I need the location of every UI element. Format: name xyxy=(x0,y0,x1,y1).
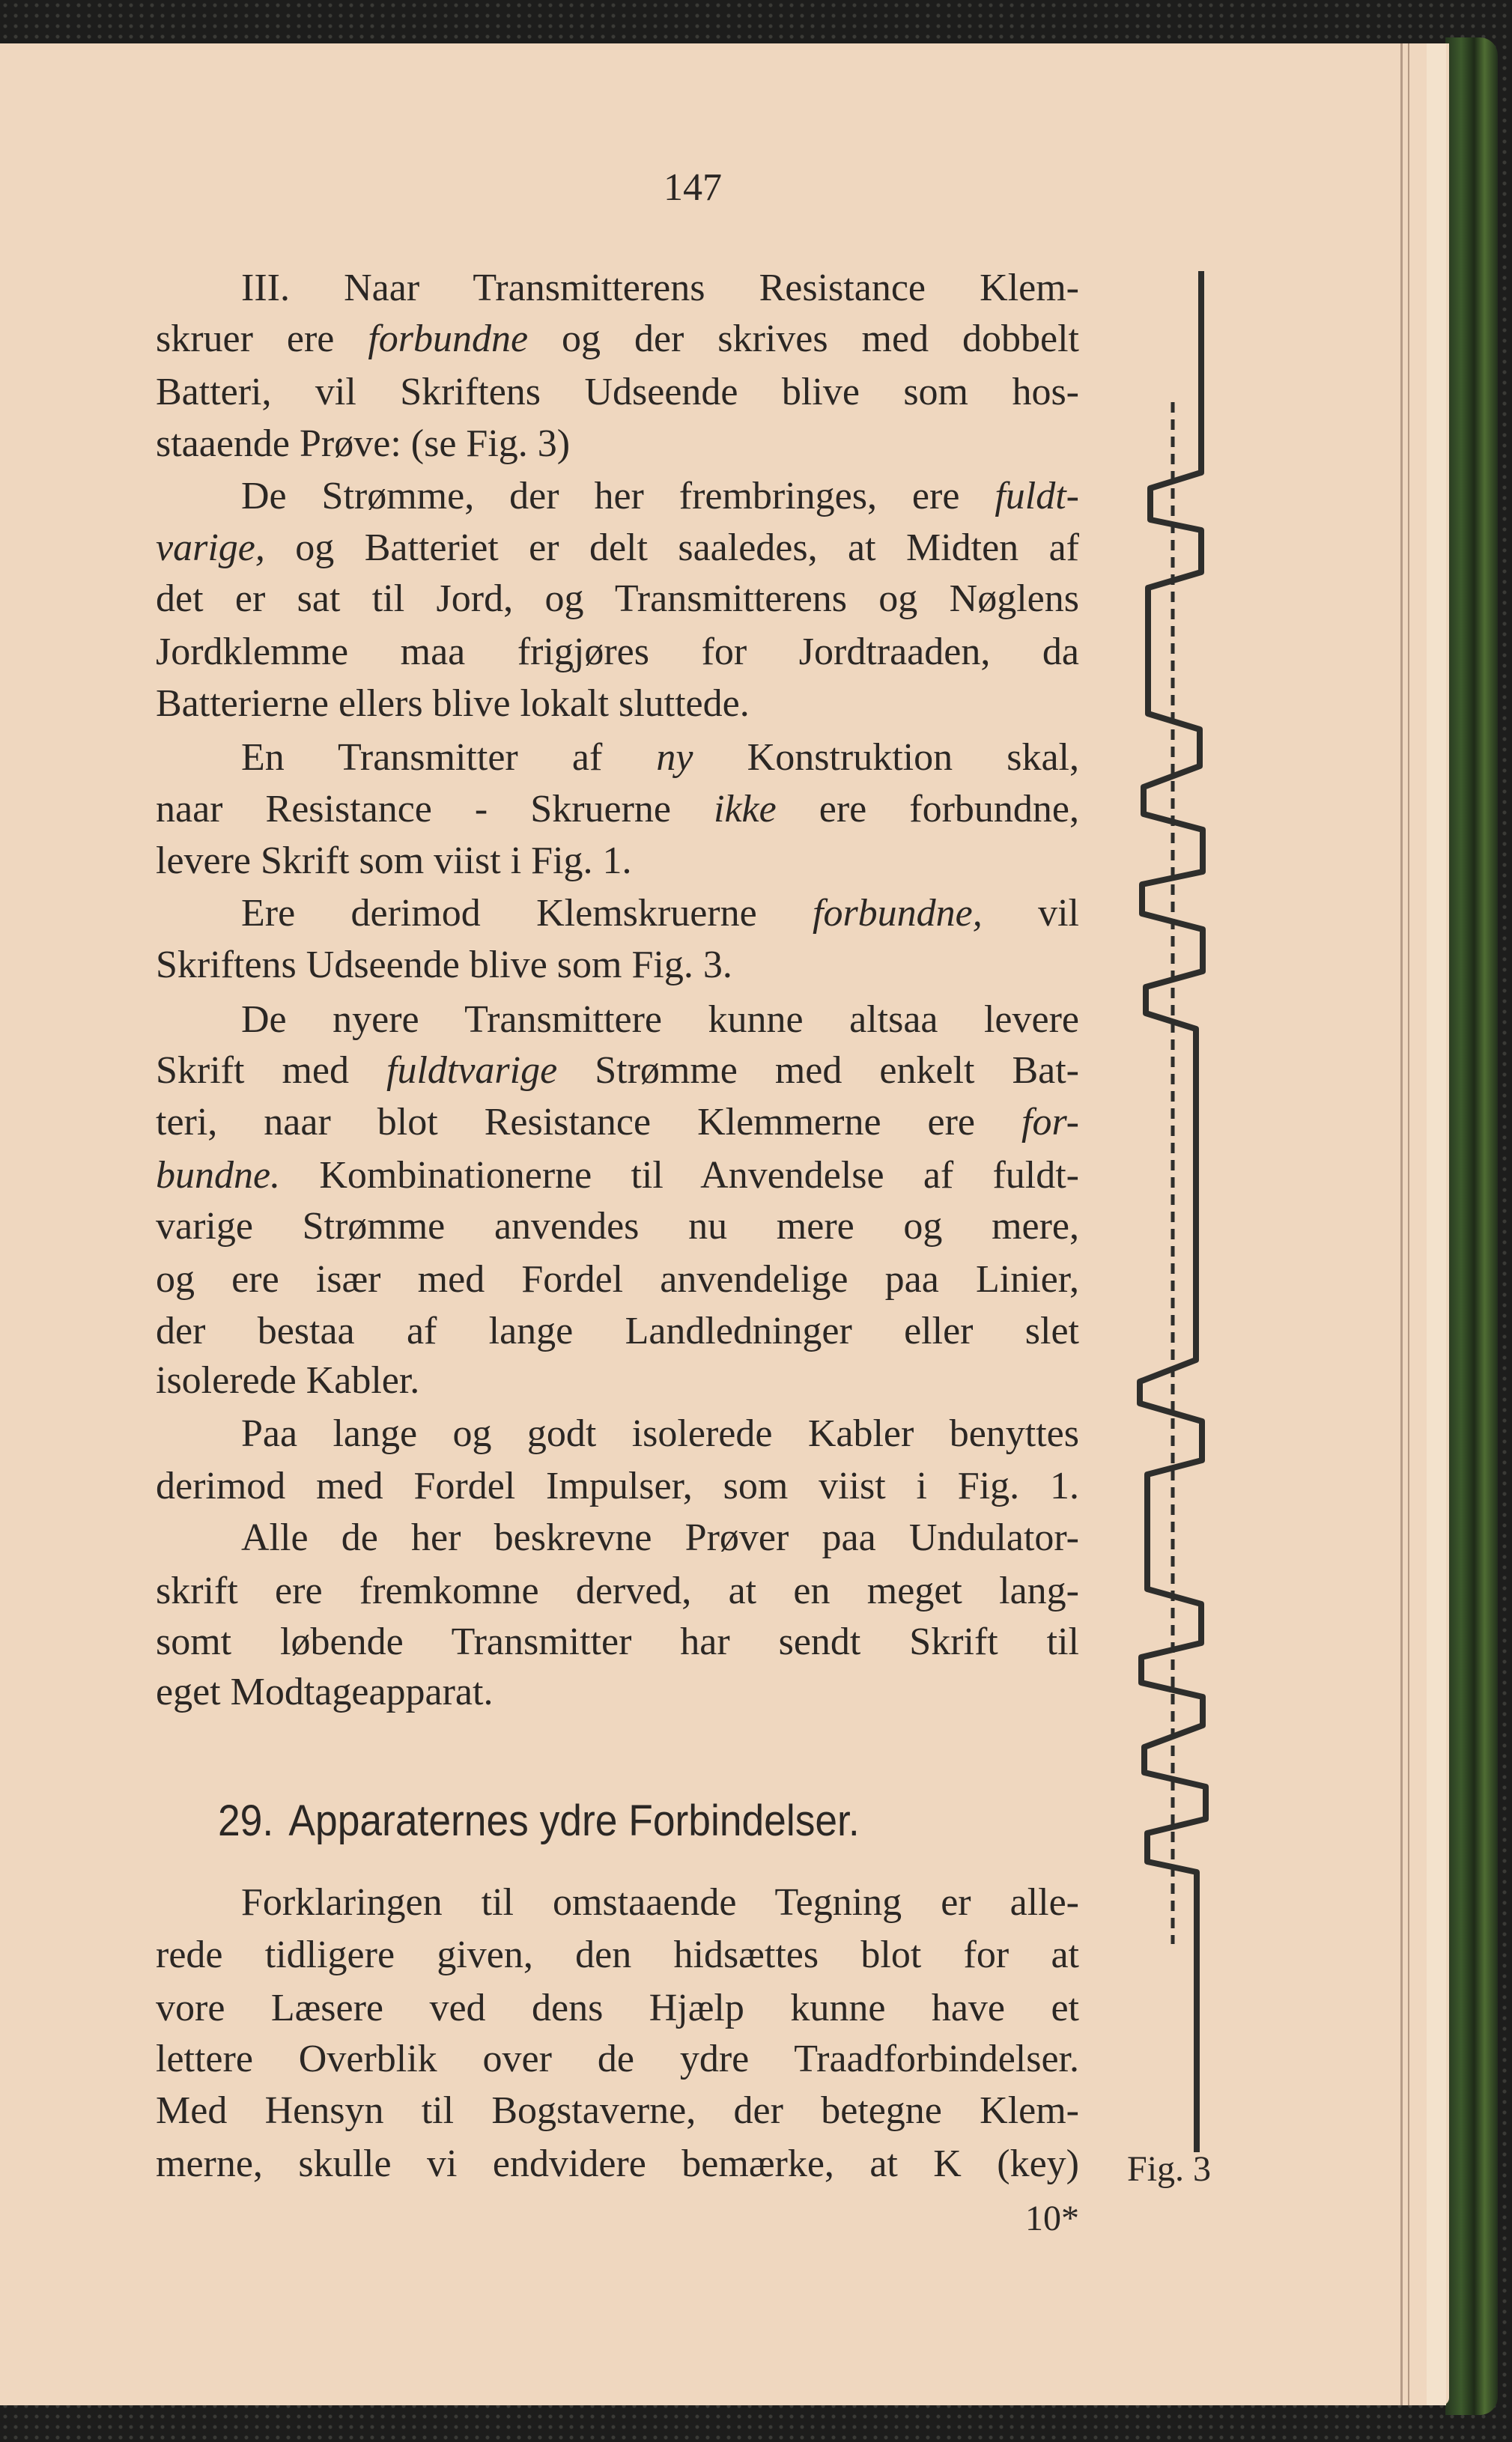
text-segment: Paa lange og godt isolerede Kabler benyttes xyxy=(241,1412,1079,1455)
text-segment: vil xyxy=(982,892,1079,935)
text-segment: Alle de her beskrevne Prøver paa Undulator- xyxy=(241,1516,1079,1559)
text-segment: isolerede Kabler. xyxy=(156,1359,420,1402)
text-segment: Strømme med enkelt Bat- xyxy=(557,1049,1079,1092)
text-segment: varige Strømme anvendes nu mere og mere, xyxy=(156,1205,1079,1248)
text-segment: der bestaa af lange Landledninger eller slet xyxy=(156,1310,1079,1352)
text-segment: Kombinationerne til Anvendelse af fuldt- xyxy=(280,1154,1079,1197)
text-segment: Forklaringen til omstaaende Tegning er alle- xyxy=(241,1881,1079,1924)
text-segment: merne, skulle vi endvidere bemærke, at K (key) xyxy=(156,2142,1079,2185)
text-segment: somt løbende Transmitter har sendt Skrift til xyxy=(156,1621,1079,1663)
text-segment: og der skrives med dobbelt xyxy=(528,318,1079,360)
text-segment: naar Resistance - Skruerne xyxy=(156,788,714,830)
text-segment: Ere derimod Klemskruerne xyxy=(241,892,813,935)
text-segment: De Strømme, der her frembringes, ere xyxy=(241,475,995,517)
text-segment: levere Skrift som viist i Fig. 1. xyxy=(156,839,632,882)
italic-text: bundne. xyxy=(156,1154,281,1197)
figure-label: Fig. 3 xyxy=(1127,2149,1212,2189)
signature-mark: 10* xyxy=(1025,2199,1079,2238)
text-segment: det er sat til Jord, og Transmitterens og Nøglens xyxy=(156,577,1079,620)
text-segment: ere forbundne, xyxy=(776,788,1079,830)
text-segment: og Batteriet er delt saaledes, at Midten af xyxy=(264,526,1079,569)
text-segment: De nyere Transmittere kunne altsaa levere xyxy=(241,998,1079,1041)
text-segment: Med Hensyn til Bogstaverne, der betegne Klem- xyxy=(156,2089,1079,2132)
italic-text: varige, xyxy=(156,526,265,569)
text-segment: Batterierne ellers blive lokalt sluttede. xyxy=(156,682,750,725)
section-number: 29. xyxy=(218,1796,274,1845)
italic-text: forbundne, xyxy=(813,892,983,935)
text-segment: eget Modtageapparat. xyxy=(156,1671,494,1713)
italic-text: forbundne xyxy=(368,318,529,360)
text-segment: skrift ere fremkomne derved, at en meget lang- xyxy=(156,1570,1079,1612)
italic-text: fuldtvarige xyxy=(386,1049,558,1092)
italic-text: ikke xyxy=(714,788,777,830)
text-segment: Konstruktion skal, xyxy=(693,736,1079,779)
text-segment: Skriftens Udseende blive som Fig. 3. xyxy=(156,944,732,986)
section-title: Apparaternes ydre Forbindelser. xyxy=(288,1796,860,1845)
text-segment: staaende Prøve: (se Fig. 3) xyxy=(156,422,571,465)
text-segment: teri, naar blot Resistance Klemmerne ere xyxy=(156,1101,1022,1143)
text-segment: og ere især med Fordel anvendelige paa Linier, xyxy=(156,1258,1079,1301)
text-segment: lettere Overblik over de ydre Traadforbindelser. xyxy=(156,2038,1079,2080)
text-segment: Jordklemme maa frigjøres for Jordtraaden, da xyxy=(156,631,1079,673)
italic-text: for- xyxy=(1021,1101,1079,1143)
text-segment: Batteri, vil Skriftens Udseende blive som hos- xyxy=(156,371,1079,413)
text-segment: Skrift med xyxy=(156,1049,386,1092)
italic-text: ny xyxy=(656,736,693,779)
text-segment: En Transmitter af xyxy=(241,736,657,779)
text-segment: skruer ere xyxy=(156,318,368,360)
text-segment: derimod med Fordel Impulser, som viist i Fig. 1. xyxy=(156,1465,1079,1507)
italic-text: fuldt- xyxy=(995,475,1079,517)
text-segment: rede tidligere given, den hidsættes blot for at xyxy=(156,1934,1079,1976)
text-segment: III. Naar Transmitterens Resistance Klem- xyxy=(241,267,1079,309)
page-number: 147 xyxy=(664,166,722,209)
text-segment: vore Læsere ved dens Hjælp kunne have et xyxy=(156,1987,1079,2029)
